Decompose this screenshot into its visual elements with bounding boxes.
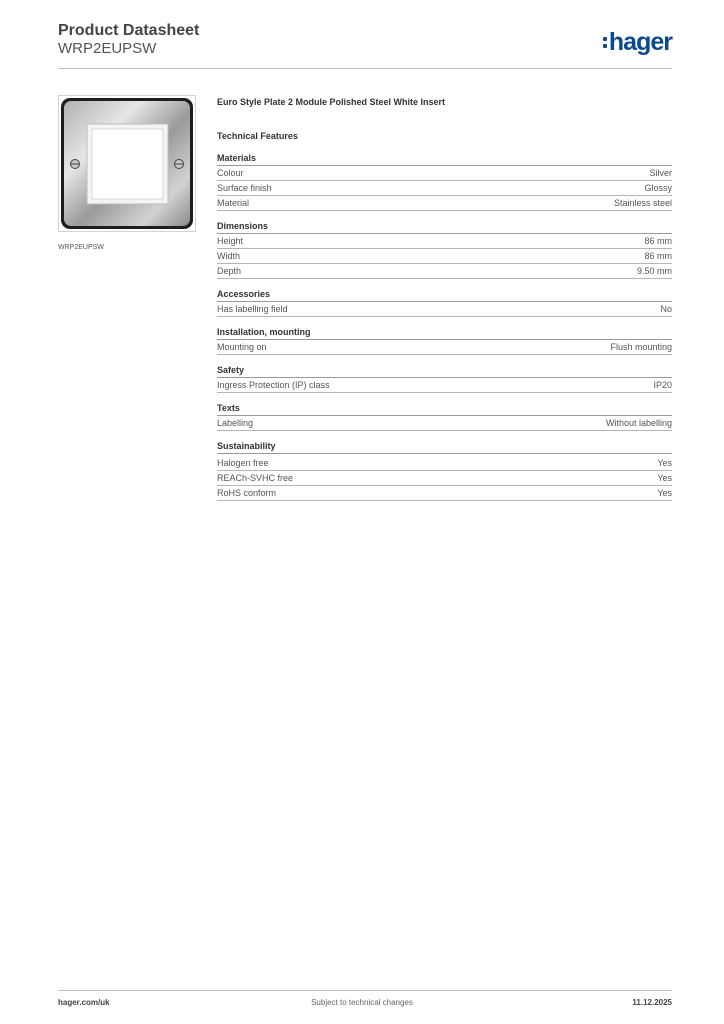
row-label: Height [217,236,244,246]
row-value: Without labelling [605,418,672,428]
section-title: Materials [217,152,672,166]
table-row [217,264,672,279]
product-image [58,95,196,232]
row-label: Depth [217,266,242,276]
footer-notice: Subject to technical changes [311,998,413,1007]
section-sustainability [217,440,672,501]
row-value: Flush mounting [610,342,672,352]
section-title: Accessories [217,288,672,302]
logo-dots-icon [603,32,607,52]
footer-website: hager.com/uk [58,998,110,1007]
image-caption: WRP2EUPSW [58,244,104,251]
row-label: Colour [217,168,244,178]
section-title: Dimensions [217,220,672,234]
table-row [217,340,672,355]
section-title: Installation, mounting [217,326,672,340]
table-row [217,486,672,501]
row-value: 9.50 mm [636,266,672,276]
row-label: Width [217,251,241,261]
specification [217,96,672,510]
table-row [217,196,672,211]
row-label: Mounting on [217,342,267,352]
section-texts [217,402,672,431]
row-label: Labelling [217,418,254,428]
row-value: IP20 [653,380,672,390]
table-row [217,471,672,486]
row-value: No [660,304,672,314]
row-label: RoHS conform [217,488,277,498]
row-value: Silver [649,168,672,178]
section-title: Texts [217,402,672,416]
page-title: Product Datasheet [58,22,200,39]
row-value: Stainless steel [613,198,672,208]
wall-plate-icon [59,96,195,231]
section-title: Safety [217,364,672,378]
table-row [217,249,672,264]
section-installation [217,326,672,355]
section-title: Sustainability [217,440,672,454]
row-label: Surface finish [217,183,272,193]
row-label: Ingress Protection (IP) class [217,380,330,390]
row-value: Yes [657,458,672,468]
footer-date: 11.12.2025 [632,998,672,1007]
row-label: REACh-SVHC free [217,473,294,483]
table-row [217,234,672,249]
section-safety [217,364,672,393]
row-value: 86 mm [644,251,672,261]
row-label: Has labelling field [217,304,288,314]
row-label: Halogen free [217,458,269,468]
section-accessories [217,288,672,317]
footer-divider [58,990,672,991]
technical-features-heading: Technical Features [217,131,298,141]
row-label: Material [217,198,250,208]
section-materials [217,152,672,211]
logo-text: hager [608,28,672,56]
header-divider [58,68,672,69]
row-value: Yes [657,473,672,483]
table-row [217,302,672,317]
hager-logo [603,28,672,56]
row-value: Yes [657,488,672,498]
table-row [217,166,672,181]
table-row [217,181,672,196]
table-row [217,456,672,471]
table-row [217,378,672,393]
row-value: Glossy [644,183,672,193]
table-row [217,416,672,431]
product-name: Euro Style Plate 2 Module Polished Steel White Insert [217,97,446,107]
product-code: WRP2EUPSW [58,40,157,57]
section-dimensions [217,220,672,279]
row-value: 86 mm [644,236,672,246]
